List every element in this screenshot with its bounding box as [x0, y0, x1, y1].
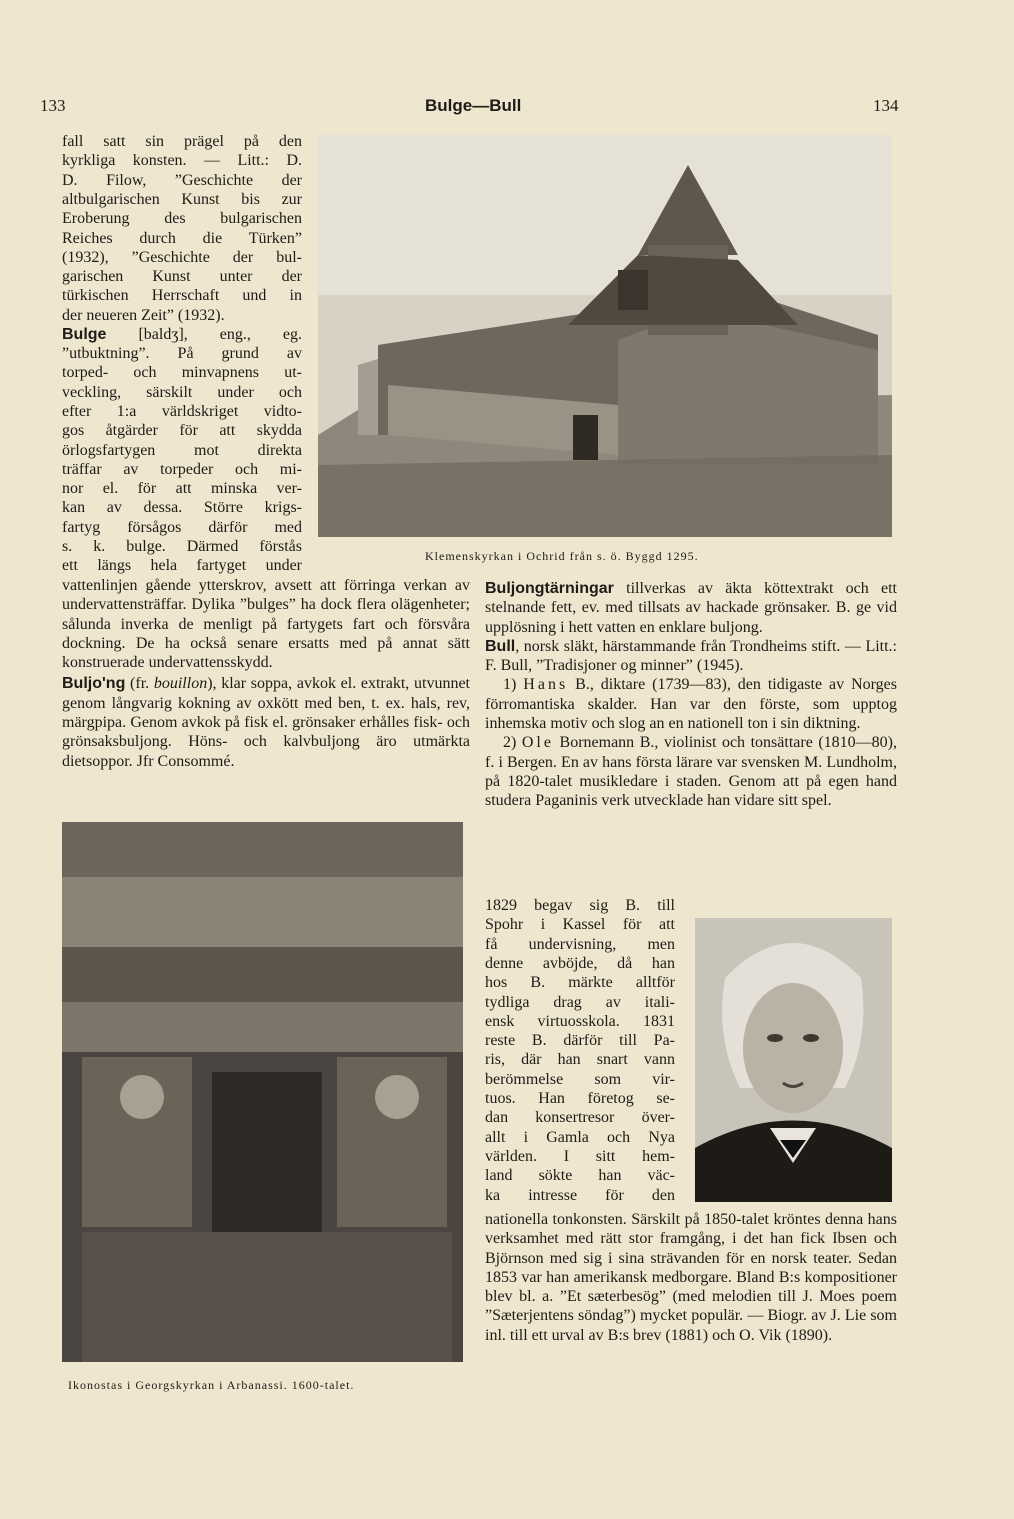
- text-line: efter 1:a världskriget vidto-: [62, 402, 302, 420]
- text-line: Eroberung des bulgarischen: [62, 210, 302, 228]
- buljong-entry: Buljo'ng (fr. bouillon), klar soppa, avkok el. extrakt, utvunnet genom långvarig kokning av oxkött med ben, t. ex. hals, rev, märgpipa. Genom avkok på fisk el. grönsaker erhålles fisk- och grönsaksbuljong. Höns- och kalvbuljong äro utmärkta dietsoppor. Jfr Consommé.: [62, 675, 471, 770]
- text-line: örlogsfartygen mot direkta: [62, 441, 302, 459]
- text-line: ka intresse för den: [485, 1186, 675, 1204]
- buljongtarningar-entry: Buljongtärningar tillverkas av äkta köttextrakt och ett stelnande fett, ev. med tillsats av hackade grönsaker. B. ge vid upplösning i hett vatten en enklare buljong.: [485, 580, 897, 636]
- bulge-entry-first-line: [62, 325, 302, 344]
- church-caption: Klemenskyrkan i Ochrid från s. ö. Byggd 1295.: [425, 549, 699, 563]
- page-number-left: 133: [40, 96, 66, 115]
- text-line: fall satt sin prägel på den: [62, 133, 302, 150]
- left-column-text: [62, 576, 470, 771]
- text-line: hos B. märkte alltför: [485, 974, 675, 992]
- portrait-photo: [695, 918, 892, 1202]
- page-number-right: 134: [873, 96, 899, 115]
- bulge-term: Bulge: [62, 326, 107, 343]
- bulge-continuation: vattenlinjen gående ytterskrov, avsett att förringa verkan av undervattensträffar. Dylika ”bulges” ha dock flera olägenheter; sålunda inverka de menligt på fartygets fart och försvåra dockning. De ha också senare ersatts med på annat sätt konstruerade undervattensskydd.: [62, 577, 470, 672]
- text-line: ”utbuktning”. På grund av: [62, 345, 302, 362]
- text-line: nor el. för att minska ver-: [62, 480, 302, 498]
- ole-tail-text: [485, 1210, 897, 1345]
- buljong-term: Buljo'ng: [62, 675, 126, 693]
- ole-bull-entry: 2) Ole Bornemann B., violinist och tonsättare (1810—80), f. i Bergen. En av hans första lärare var svensken M. Lundholm, på 1820-talet musikledare i staden. Genom att på egen hand studera Paganinis verk utvecklade han vidare sitt spel.: [485, 734, 897, 810]
- text-line: ensk virtuosskola. 1831: [485, 1012, 675, 1030]
- buljong-etymology: bouillon: [153, 675, 208, 693]
- text-line: Reiches durch die Türken”: [62, 229, 302, 247]
- text-line: allt i Gamla och Nya: [485, 1128, 675, 1146]
- hans-bull-entry: 1) Hans B., diktare (1739—83), den tidigaste av Norges förromantiska skalder. Han var den förste, som upptog inhemska motiv och slog an en nationell ton i sin diktning.: [485, 676, 897, 733]
- text-line: tydliga drag av itali-: [485, 993, 675, 1011]
- ole-name: Ole: [521, 734, 554, 752]
- text-line: D. Filow, ”Geschichte der: [62, 171, 302, 189]
- page-title: Bulge—Bull: [425, 96, 522, 115]
- text-line: ris, där han snart vann: [485, 1051, 675, 1069]
- text-line: fartyg försågos därför med: [62, 518, 302, 536]
- church-photo: [318, 135, 892, 537]
- text-line: veckling, särskilt under och: [62, 383, 302, 401]
- text-line: gos åtgärder för att skydda: [62, 422, 302, 440]
- right-column-text: [485, 579, 897, 811]
- text-line: tuos. Han företog se-: [485, 1090, 675, 1107]
- text-line: türkischen Herrschaft und in: [62, 287, 302, 305]
- text-line: der neueren Zeit” (1932).: [62, 306, 225, 324]
- text-line: torped- och minvapnens ut-: [62, 364, 302, 382]
- text-line: (1932), ”Geschichte der bul-: [62, 248, 302, 266]
- text-line: få undervisning, men: [485, 935, 675, 953]
- iconostasis-photo: [62, 822, 463, 1362]
- text-line: dan konsertresor över-: [485, 1109, 675, 1127]
- bull-entry: Bull, norsk släkt, härstammande från Trondheims stift. — Litt.: F. Bull, ”Tradisjoner og minner” (1945).: [485, 637, 897, 675]
- text-line: ett längs hela fartyget under: [62, 557, 302, 575]
- text-line: land sökte han väc-: [485, 1167, 675, 1185]
- text-line: denne avböjde, då han: [485, 954, 675, 972]
- text-line: 1829 begav sig B. till: [485, 897, 675, 914]
- text-line: kan av dessa. Större krigs-: [62, 499, 302, 517]
- text-line: reste B. därför till Pa-: [485, 1032, 675, 1050]
- ole-bull-tail: nationella tonkonsten. Särskilt på 1850-talet kröntes denna hans verksamhet med rätt stor framgång, i det han fick Ibsen och Björnson med sig i sina strävanden för en norsk teater. Sedan 1853 var han amerikansk medborgare. Bland B:s kompositioner blev bl. a. ”Et sæterbesög” (med melodien till J. Moes poem ”Sæterjentens söndag”) mycket populär. — Biogr. av J. Lie som inl. till ett urval av B:s brev (1881) och O. Vik (1890).: [485, 1211, 897, 1344]
- bulge-pronunciation: [baldʒ], eng., eg.: [106, 326, 302, 343]
- hans-name: Hans: [523, 676, 569, 694]
- bull-term: Bull: [485, 637, 516, 655]
- buljongtarningar-term: Buljongtärningar: [485, 580, 614, 597]
- text-line: kyrkliga konsten. — Litt.: D.: [62, 152, 302, 170]
- text-line: träffar av torpeder och mi-: [62, 460, 302, 478]
- text-line: garischen Kunst unter der: [62, 268, 302, 286]
- text-line: berömmelse som vir-: [485, 1070, 675, 1088]
- iconostasis-caption: Ikonostas i Georgskyrkan i Arbanassi. 1600-talet.: [68, 1378, 355, 1392]
- text-line: s. k. bulge. Därmed förstås: [62, 538, 302, 555]
- text-line: Spohr i Kassel för att: [485, 916, 675, 934]
- text-line: världen. I sitt hem-: [485, 1147, 675, 1165]
- text-line: altbulgarischen Kunst bis zur: [62, 190, 302, 208]
